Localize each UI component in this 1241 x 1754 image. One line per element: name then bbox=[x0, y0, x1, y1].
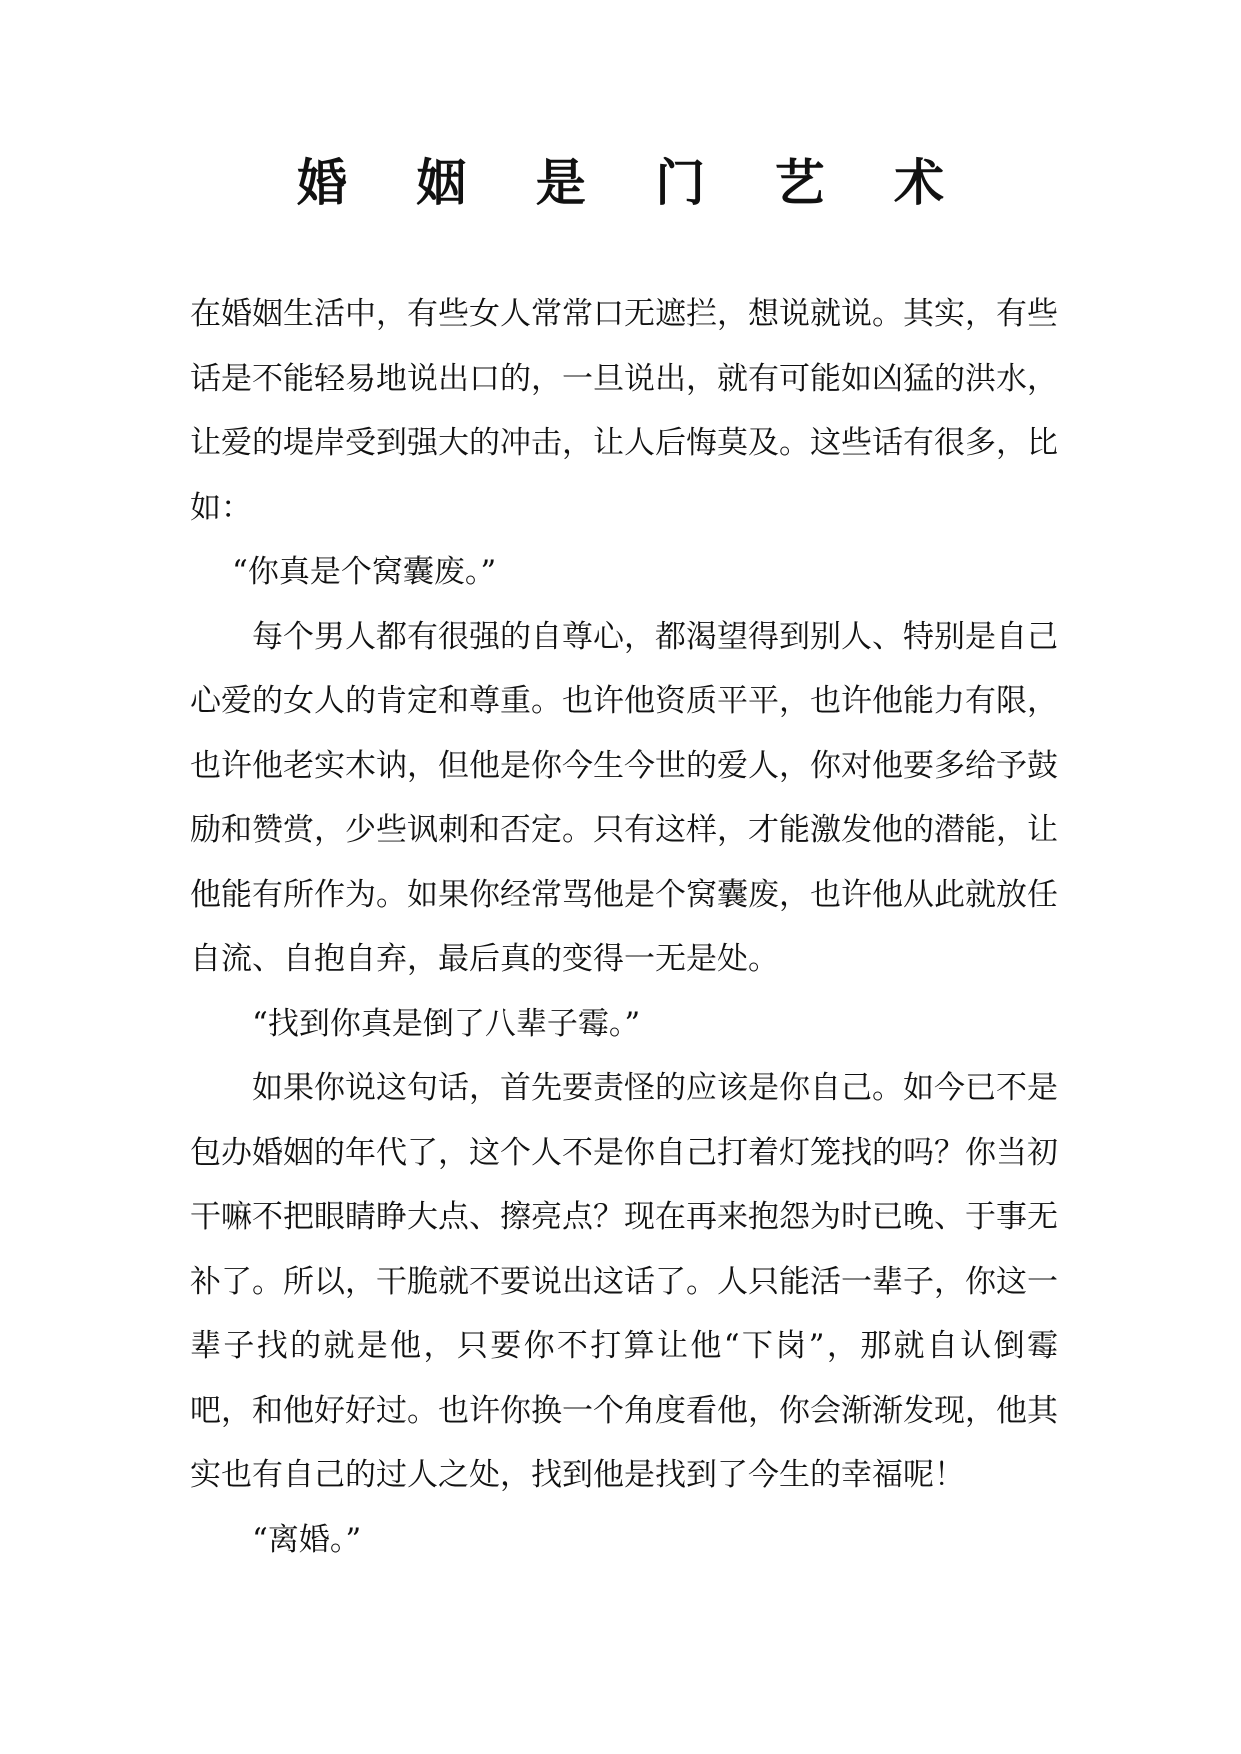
paragraph-self-esteem: 每个男人都有很强的自尊心，都渴望得到别人、特别是自己心爱的女人的肯定和尊重。也许他资质平平，也许他能力有限，也许他老实木讷，但他是你今生今世的爱人，你对他要多给予鼓励和赞赏，少些讽刺和否定。只有这样，才能激发他的潜能，让他能有所作为。如果你经常骂他是个窝囊废，也许他从此就放任自流、自抱自弃，最后真的变得一无是处。 bbox=[190, 618, 1058, 977]
document-body bbox=[190, 282, 1058, 1572]
paragraph-blame: 如果你说这句话，首先要责怪的应该是你自己。如今已不是包办婚姻的年代了，这个人不是你自己打着灯笼找的吗？你当初干嘛不把眼睛睁大点、擦亮点？现在再来抱怨为时已晚、于事无补了。所以，干脆就不要说出这话了。人只能活一辈子，你这一辈子找的就是他，只要你不打算让他“下岗”，那就自认倒霉吧，和他好好过。也许你换一个角度看他，你会渐渐发现，他其实也有自己的过人之处，找到他是找到了今生的幸福呢！ bbox=[190, 1070, 1058, 1493]
quote-divorce: “离婚。” bbox=[252, 1521, 362, 1558]
quote-bad-luck: “找到你真是倒了八辈子霉。” bbox=[252, 1005, 641, 1042]
paragraph-intro: 在婚姻生活中，有些女人常常口无遮拦，想说就说。其实，有些话是不能轻易地说出口的，一旦说出，就有可能如凶猛的洪水，让爱的堤岸受到强大的冲击，让人后悔莫及。这些话有很多，比如： bbox=[190, 296, 1058, 526]
document-title: 婚 姻 是 门 艺 术 bbox=[296, 154, 971, 212]
quote-coward: “你真是个窝囊废。” bbox=[232, 554, 497, 590]
